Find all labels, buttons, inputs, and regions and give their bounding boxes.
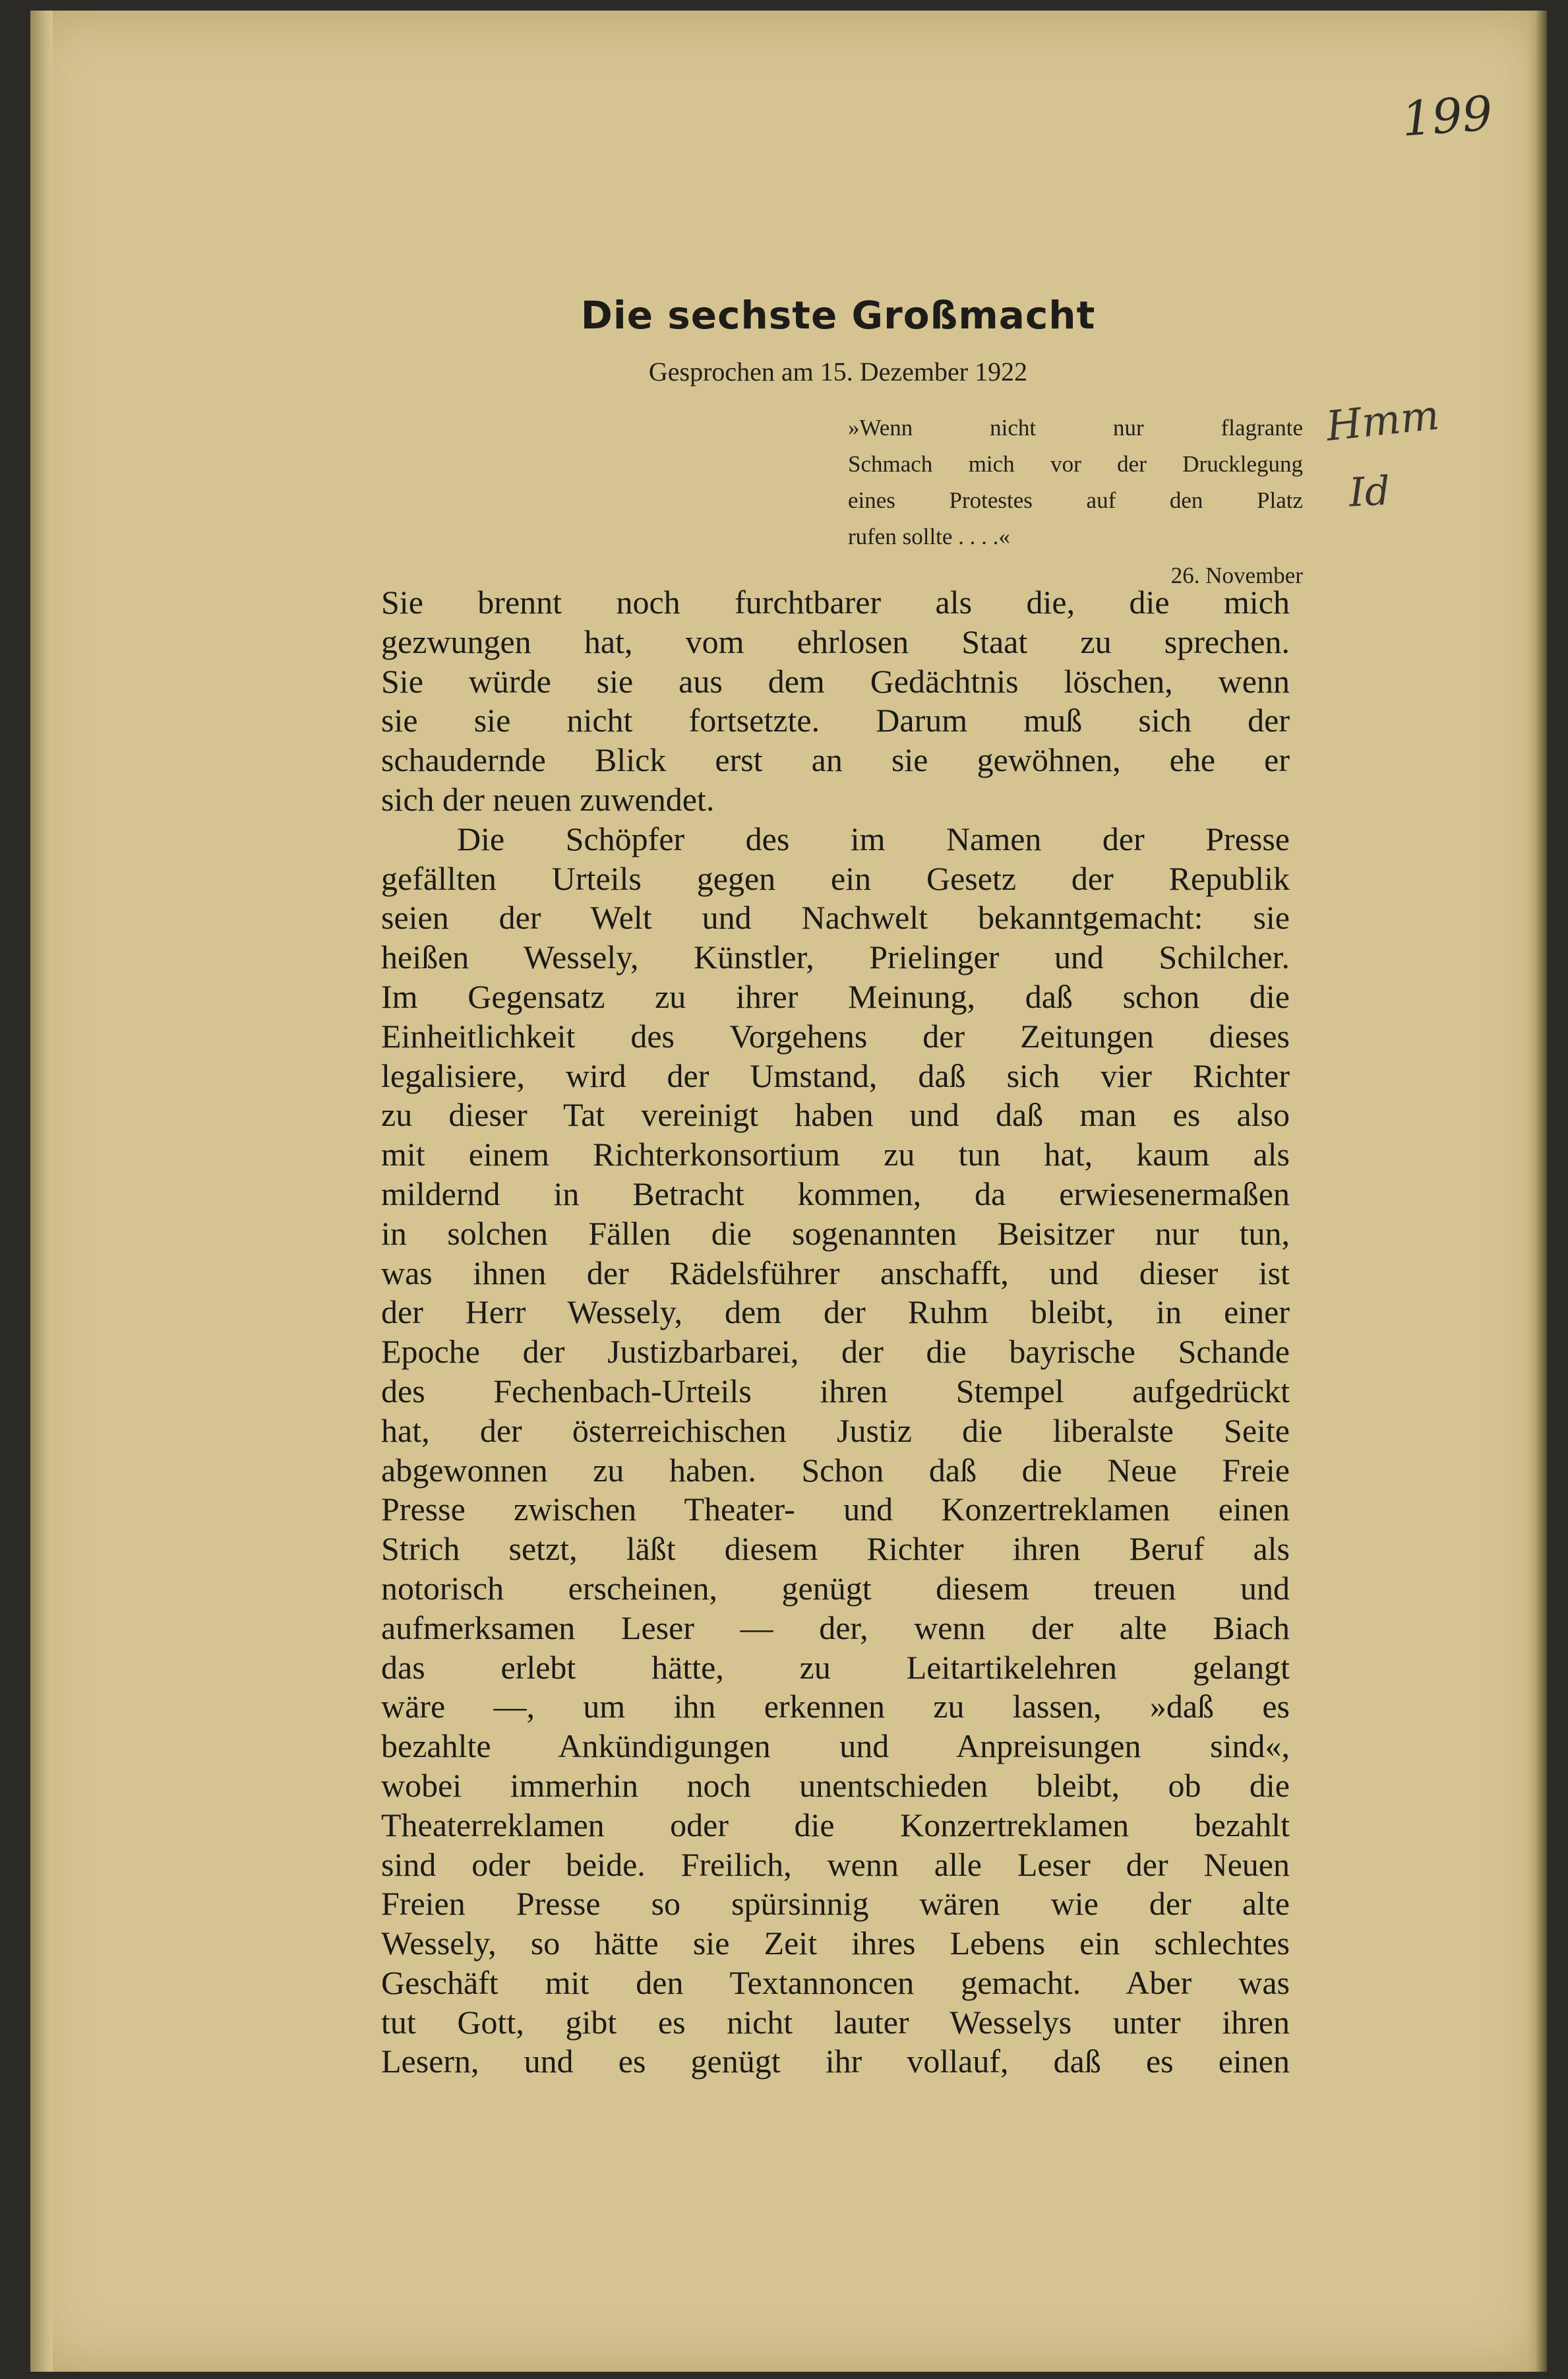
text-line: gezwungen hat, vom ehrlosen Staat zu sprechen. <box>381 623 1290 660</box>
text-line: Sie würde sie aus dem Gedächtnis löschen, wenn <box>381 662 1290 700</box>
text-line: Presse zwischen Theater- und Konzertreklamen einen <box>381 1491 1290 1528</box>
text-line: Lesern, und es genügt ihr vollauf, daß es einen <box>381 2043 1290 2080</box>
epigraph <box>848 410 1303 594</box>
text-line: Theaterreklamen oder die Konzertreklamen bezahlt <box>381 1806 1290 1843</box>
book-page <box>30 11 1547 2372</box>
text-line: wäre —, um ihn erkennen zu lassen, »daß es <box>381 1688 1290 1725</box>
text-line: in solchen Fällen die sogenannten Beisitzer nur tun, <box>381 1214 1290 1252</box>
text-line: legalisiere, wird der Umstand, daß sich vier Richter <box>381 1057 1290 1094</box>
text-line: Im Gegensatz zu ihrer Meinung, daß schon die <box>381 977 1290 1015</box>
text-line: sich der neuen zuwendet. <box>381 780 715 818</box>
text-line: Strich setzt, läßt diesem Richter ihren Beruf als <box>381 1530 1290 1568</box>
text-line: seien der Welt und Nachwelt bekanntgemacht: sie <box>381 899 1290 937</box>
text-line: schaudernde Blick erst an sie gewöhnen, ehe er <box>381 741 1290 779</box>
chapter-title: Die sechste Großmacht <box>580 293 1096 338</box>
epigraph-line: rufen sollte . . . .« <box>848 524 1010 549</box>
page-number: 199 <box>1400 85 1495 147</box>
text-line: mildernd in Betracht kommen, da erwiesenermaßen <box>381 1175 1290 1212</box>
text-line: heißen Wessely, Künstler, Prielinger und Schilcher. <box>381 939 1290 976</box>
epigraph-line: Schmach mich vor der Drucklegung <box>848 451 1303 477</box>
text-line: Einheitlichkeit des Vorgehens der Zeitungen dieses <box>381 1017 1290 1055</box>
text-line: Die Schöpfer des im Namen der Presse <box>457 820 1290 857</box>
text-line: Geschäft mit den Textannoncen gemacht. Aber was <box>381 1963 1290 2001</box>
text-line: notorisch erscheinen, genügt diesem treuen und <box>381 1569 1290 1607</box>
text-line: bezahlte Ankündigungen und Anpreisungen sind«, <box>381 1727 1290 1765</box>
page-binding-edge <box>30 11 53 2372</box>
text-line: sind oder beide. Freilich, wenn alle Leser der Neuen <box>381 1845 1290 1883</box>
text-line: abgewonnen zu haben. Schon daß die Neue Freie <box>381 1451 1290 1489</box>
text-line: sie sie nicht fortsetzte. Darum muß sich der <box>381 702 1290 739</box>
text-line: Epoche der Justizbarbarei, der die bayrische Schande <box>381 1333 1290 1371</box>
text-line: wobei immerhin noch unentschieden bleibt, ob die <box>381 1766 1290 1804</box>
text-line: Freien Presse so spürsinnig wären wie der alte <box>381 1885 1290 1923</box>
handwritten-margin-note: Id <box>1348 468 1391 516</box>
text-line: der Herr Wessely, dem der Ruhm bleibt, in einer <box>381 1293 1290 1331</box>
epigraph-line: »Wenn nicht nur flagrante <box>848 415 1303 441</box>
text-line: das erlebt hätte, zu Leitartikelehren gelangt <box>381 1648 1290 1686</box>
epigraph-date: 26. November <box>1170 563 1303 588</box>
text-line: Wessely, so hätte sie Zeit ihres Lebens ein schlechtes <box>381 1925 1290 1962</box>
body-text <box>381 583 1290 2082</box>
text-line: was ihnen der Rädelsführer anschafft, und dieser ist <box>381 1254 1290 1291</box>
text-line: hat, der österreichischen Justiz die liberalste Seite <box>381 1411 1290 1449</box>
text-line: des Fechenbach-Urteils ihren Stempel aufgedrückt <box>381 1372 1290 1409</box>
epigraph-line: eines Protestes auf den Platz <box>848 487 1303 513</box>
text-line: Sie brennt noch furchtbarer als die, die mich <box>381 584 1290 621</box>
text-line: zu dieser Tat vereinigt haben und daß man es also <box>381 1096 1290 1134</box>
handwritten-margin-note: Hmm <box>1323 390 1442 450</box>
page-right-edge <box>1527 11 1547 2372</box>
text-line: tut Gott, gibt es nicht lauter Wesselys unter ihren <box>381 2003 1290 2041</box>
text-line: aufmerksamen Leser — der, wenn der alte Biach <box>381 1609 1290 1646</box>
text-line: mit einem Richterkonsortium zu tun hat, kaum als <box>381 1136 1290 1173</box>
text-line: gefällten Urteils gegen ein Gesetz der Republik <box>381 859 1290 897</box>
chapter-subtitle: Gesprochen am 15. Dezember 1922 <box>648 357 1028 386</box>
